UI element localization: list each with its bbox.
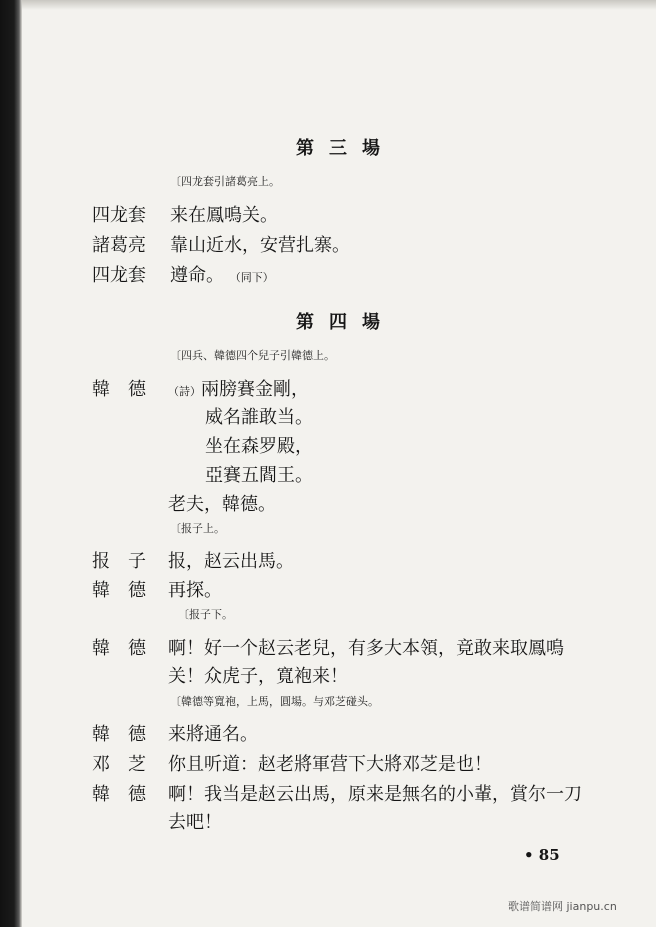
scene3-line-3-note: （同下） xyxy=(229,271,274,284)
scene3-line-2: 靠山近水，安营扎寨。 xyxy=(170,235,350,256)
scene3-role-3: 四龙套 xyxy=(92,265,146,286)
scene3-line-3-text: 遵命。 xyxy=(170,265,224,286)
scene4-stage-direction-2: 〔报子上。 xyxy=(170,522,225,535)
scene4-role-hande-4: 韓 德 xyxy=(92,724,146,745)
poem-marker: （詩） xyxy=(168,385,201,398)
book-spine-shadow xyxy=(0,0,22,927)
scene4-speech-1: 老夫，韓德。 xyxy=(168,494,276,515)
scene4-role-dengzhi: 邓 芝 xyxy=(92,754,146,775)
scene4-stage-direction-3: 〔报子下。 xyxy=(178,608,233,621)
scene3-line-1: 来在鳳鳴关。 xyxy=(170,205,278,226)
poem-text-1: 兩膀賽金剛， xyxy=(201,379,309,400)
scene4-role-hande-2: 韓 德 xyxy=(92,580,146,601)
footer-watermark: 歌谱简谱网 jianpu.cn xyxy=(508,900,617,913)
scene4-poem-line-1 xyxy=(168,375,309,401)
page-number: • 85 xyxy=(524,846,560,864)
scene4-stage-direction-1: 〔四兵、韓德四个兒子引韓德上。 xyxy=(170,349,335,362)
scene3-stage-direction: 〔四龙套引諸葛亮上。 xyxy=(170,175,280,188)
scene3-line-3 xyxy=(170,261,274,287)
scene3-role-1: 四龙套 xyxy=(92,205,146,226)
page-top-shadow xyxy=(22,0,656,10)
scene4-hande-line-5b: 去吧！ xyxy=(168,812,222,833)
scene4-hande-line-3a: 啊！好一个赵云老兒，有多大本領，竟敢来取鳳鳴 xyxy=(168,638,564,659)
scene4-title: 第四場 xyxy=(296,312,395,333)
scene4-role-hande-5: 韓 德 xyxy=(92,784,146,805)
scene3-role-2: 諸葛亮 xyxy=(92,235,146,256)
scene4-poem-line-4: 亞賽五閻王。 xyxy=(205,465,313,486)
scene3-title: 第三場 xyxy=(296,138,395,159)
scene4-hande-line-2: 再探。 xyxy=(168,580,222,601)
scene4-dengzhi-line: 你且听道：赵老將軍营下大將邓芝是也！ xyxy=(168,754,492,775)
scene4-poem-line-3: 坐在森罗殿， xyxy=(205,436,313,457)
scene4-role-hande-3: 韓 德 xyxy=(92,638,146,659)
scene4-hande-line-3b: 关！众虎子，寬袍来！ xyxy=(168,666,348,687)
scene4-baozi-line: 报，赵云出馬。 xyxy=(168,551,294,572)
scene4-hande-line-5a: 啊！我当是赵云出馬，原来是無名的小輩，賞尔一刀 xyxy=(168,784,582,805)
scene4-stage-direction-4: 〔韓德等寬袍，上馬，圓場。与邓芝碰头。 xyxy=(170,695,379,708)
scene4-hande-line-4: 来將通名。 xyxy=(168,724,258,745)
scene4-role-hande-1: 韓 德 xyxy=(92,379,146,400)
scene4-role-baozi: 报 子 xyxy=(92,551,146,572)
scene4-poem-line-2: 威名誰敢当。 xyxy=(205,407,313,428)
